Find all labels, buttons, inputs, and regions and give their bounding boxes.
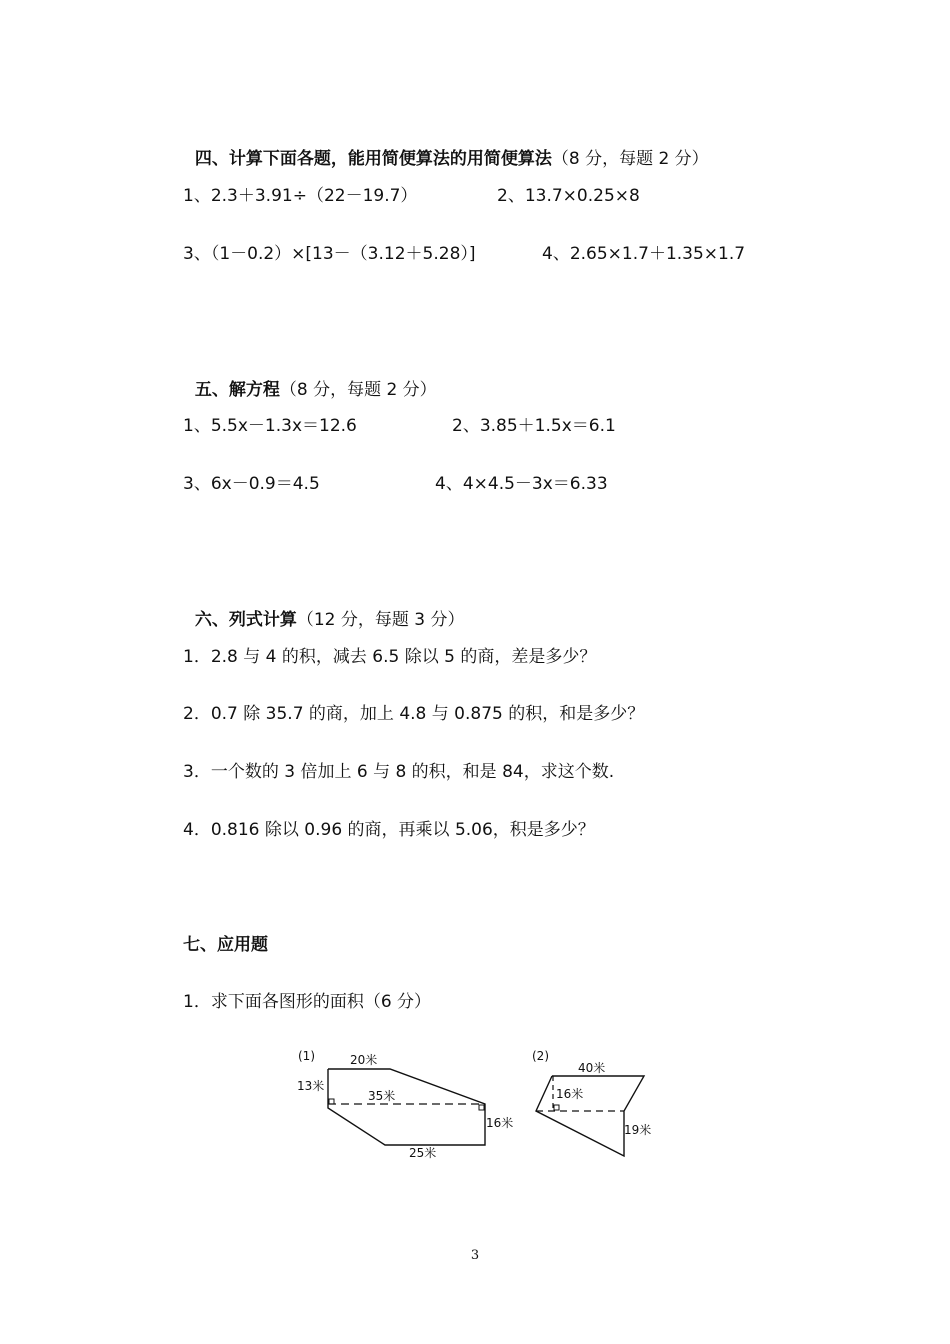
figure-2-outline [536, 1076, 644, 1156]
section6-heading [183, 587, 465, 631]
figure-1-top-length: 20米 [350, 1053, 378, 1067]
section6-question-1: 1．2.8 与 4 的积，减去 6.5 除以 5 的商，差是多少？ [183, 647, 597, 667]
figure-1 [297, 1049, 513, 1160]
section5-question-4: 4、4×4.5－3x＝6.33 [435, 474, 608, 494]
section5-question-2: 2、3.85＋1.5x＝6.1 [452, 416, 616, 436]
section6-question-2: 2．0.7 除 35.7 的商，加上 4.8 与 0.875 的积，和是多少？ [183, 704, 645, 724]
section5-question-1: 1、5.5x－1.3x＝12.6 [183, 416, 357, 436]
figure-1-left-right-angle-mark [329, 1099, 334, 1104]
figure-1-outline [328, 1069, 485, 1145]
section4-title: 四、计算下面各题，能用简便算法的用简便算法 [194, 149, 552, 169]
page-number: 3 [470, 1248, 480, 1263]
figure-2-top-length: 40米 [578, 1061, 606, 1075]
section6-question-3: 3．一个数的 3 倍加上 6 与 8 的积，和是 84，求这个数. [183, 762, 615, 782]
section4-question-2: 2、13.7×0.25×8 [497, 186, 640, 206]
section5-title: 五、解方程 [194, 380, 280, 400]
section4-heading [183, 126, 709, 170]
section4-question-4: 4、2.65×1.7＋1.35×1.7 [542, 244, 746, 264]
section5-heading [183, 357, 437, 401]
section7-question-1: 1．求下面各图形的面积（6 分） [183, 992, 432, 1012]
figure-2-label: (2) [532, 1049, 549, 1063]
section7-heading: 七、应用题 [183, 935, 268, 955]
figure-2-right-length: 19米 [624, 1123, 652, 1137]
figure-1-bottom-length: 25米 [409, 1146, 437, 1160]
section5-question-3: 3、6x－0.9＝4.5 [183, 474, 320, 494]
section5-score: （8 分，每题 2 分） [279, 380, 437, 400]
section6-title: 六、列式计算 [194, 610, 297, 630]
section4-score: （8 分，每题 2 分） [551, 149, 709, 169]
figure-2 [532, 1049, 651, 1156]
area-figures [290, 1040, 670, 1170]
figure-2-height-length: 16米 [556, 1087, 584, 1101]
figure-1-right-right-angle-mark [479, 1105, 484, 1110]
figure-1-right-length: 16米 [486, 1116, 514, 1130]
section6-score: （12 分，每题 3 分） [296, 610, 465, 630]
section4-question-1: 1、2.3＋3.91÷（22－19.7） [183, 186, 418, 206]
section4-question-3: 3、（1－0.2）×[13－（3.12＋5.28）] [183, 244, 476, 264]
figure-1-left-length: 13米 [297, 1079, 325, 1093]
section6-question-4: 4．0.816 除以 0.96 的商，再乘以 5.06，积是多少？ [183, 820, 595, 840]
figure-1-middle-length: 35米 [368, 1089, 396, 1103]
figure-2-right-angle-mark [554, 1105, 559, 1110]
figure-1-label: (1) [298, 1049, 315, 1063]
